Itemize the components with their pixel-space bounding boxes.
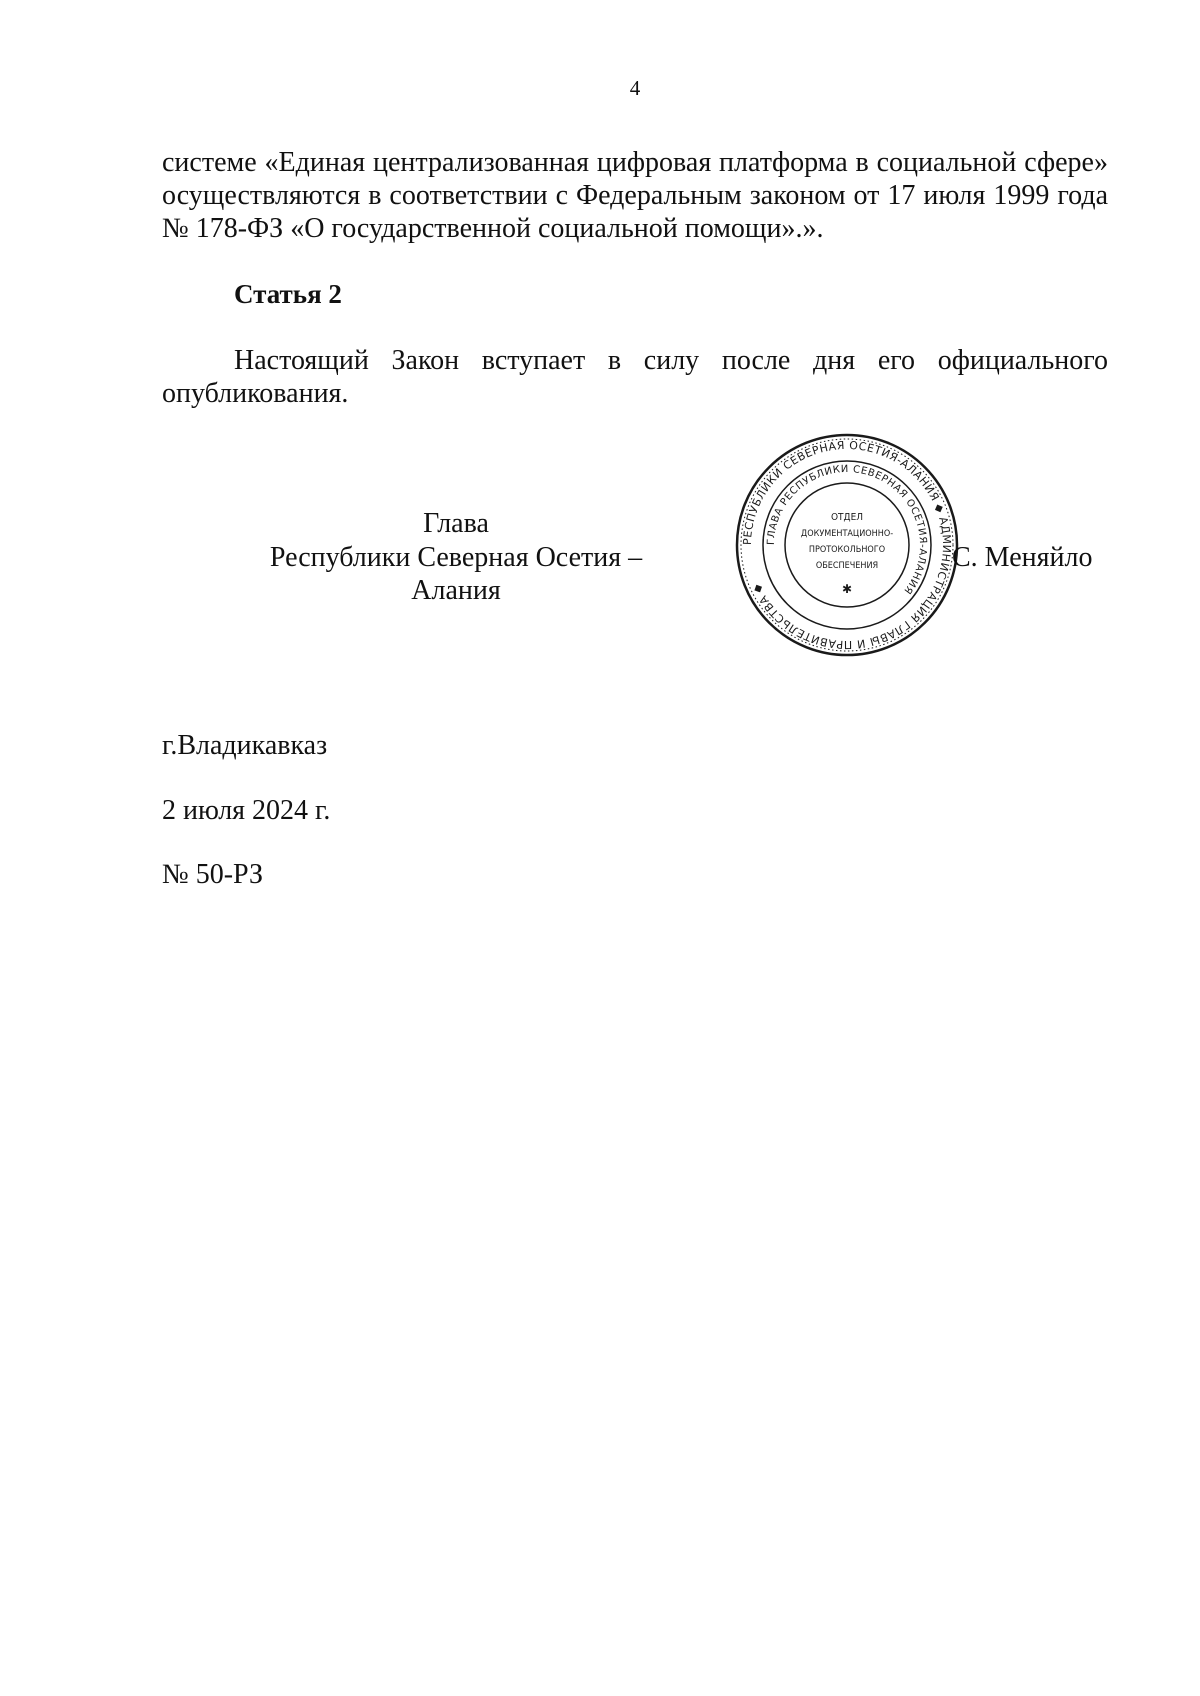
body-paragraph-2: Настоящий Закон вступает в силу после дня его официального опубликования. — [162, 345, 1108, 409]
signatory-title-line-1: Глава — [423, 508, 489, 539]
signatory-name: С. Меняйло — [952, 542, 1093, 573]
seal-graphic — [734, 432, 960, 658]
official-seal-stamp — [734, 432, 960, 658]
body-paragraph-1: системе «Единая централизованная цифровая платформа в социальной сфере» осуществляются в соответствии с Федеральным законом от 17 июля 1999 года № 178-ФЗ «О государственной социальной помощи».». — [162, 147, 1108, 244]
seal-center-line-3: ПРОТОКОЛЬНОГО — [808, 545, 886, 555]
document-date: 2 июля 2024 г. — [162, 795, 331, 826]
seal-center-line-2: ДОКУМЕНТАЦИОННО- — [800, 529, 894, 539]
article-heading: Статья 2 — [234, 279, 342, 309]
seal-outer-text: РЕСПУБЛИКИ СЕВЕРНАЯ ОСЕТИЯ-АЛАНИЯ ◆ АДМИНИСТРАЦИЯ ГЛАВЫ И ПРАВИТЕЛЬСТВА ◆ — [740, 438, 954, 652]
seal-star-icon: ✱ — [841, 582, 853, 596]
signatory-title-line-2: Республики Северная Осетия – Алания — [269, 542, 643, 606]
seal-center-line-1: ОТДЕЛ — [830, 512, 864, 523]
seal-center-line-4: ОБЕСПЕЧЕНИЯ — [815, 561, 879, 571]
page-number: 4 — [629, 76, 641, 100]
seal-inner-text: ГЛАВА РЕСПУБЛИКИ СЕВЕРНАЯ ОСЕТИЯ-АЛАНИЯ — [765, 463, 929, 597]
document-number: № 50-РЗ — [162, 859, 263, 890]
document-city: г.Владикавказ — [162, 730, 328, 761]
